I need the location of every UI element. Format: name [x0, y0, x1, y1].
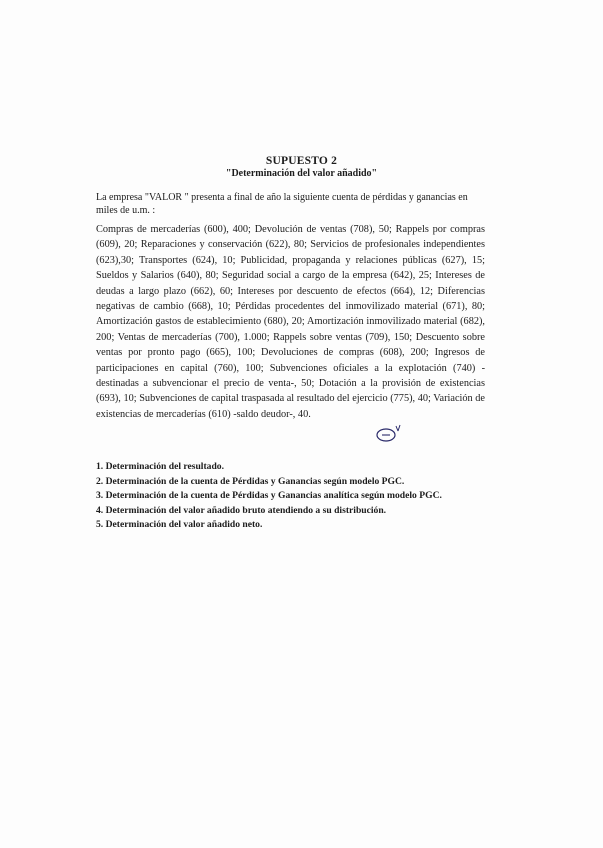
intro-paragraph: La empresa "VALOR " presenta a final de año la siguiente cuenta de pérdidas y ganancias en miles de u.m. :	[96, 192, 468, 216]
question-item: 3. Determinación de la cuenta de Pérdidas y Ganancias analítica según modelo PGC.	[96, 490, 442, 502]
handwritten-mark-icon	[374, 422, 404, 444]
accounts-paragraph: Compras de mercaderías (600), 400; Devolución de ventas (708), 50; Rappels por compras (609), 20; Reparaciones y conservación (622), 80; Servicios de profesionales independientes (623),30; Transportes (624), 10; Publicidad, propaganda y relaciones públicas (627), 15; Sueldos y Salarios (640), 80; Seguridad social a cargo de la empresa (642), 25; Intereses de deudas a largo plazo (662), 60; Intereses por descuento de efectos (664), 12; Diferencias negativas de cambio (668), 10; Pérdidas procedentes del inmovilizado material (671), 80; Amortización gastos de establecimiento (680), 20; Amortización inmovilizado material (682), 200; Ventas de mercaderías (700), 1.000; Rappels sobre ventas (709), 150; Descuento sobre ventas por pronto pago (665), 100; Devoluciones de compras (608), 200; Ingresos de participaciones en capital (760), 100; Subvenciones oficiales a la explotación (740) -destinadas a subvencionar el precio de venta-, 50; Dotación a la provisión de existencias (693), 10; Subvenciones de capital traspasada al resultado del ejercicio (775), 40; Variación de existencias de mercaderías (610) -saldo deudor-, 40.	[96, 224, 485, 420]
question-item: 4. Determinación del valor añadido bruto atendiendo a su distribución.	[96, 504, 387, 516]
questions-list	[96, 460, 496, 533]
exercise-subtitle: "Determinación del valor añadido"	[225, 168, 378, 179]
question-item: 5. Determinación del valor añadido neto.	[96, 519, 263, 531]
question-item: 2. Determinación de la cuenta de Pérdidas y Ganancias según modelo PGC.	[96, 475, 405, 487]
exercise-title: SUPUESTO 2	[265, 155, 338, 167]
question-item: 1. Determinación del resultado.	[96, 461, 224, 472]
